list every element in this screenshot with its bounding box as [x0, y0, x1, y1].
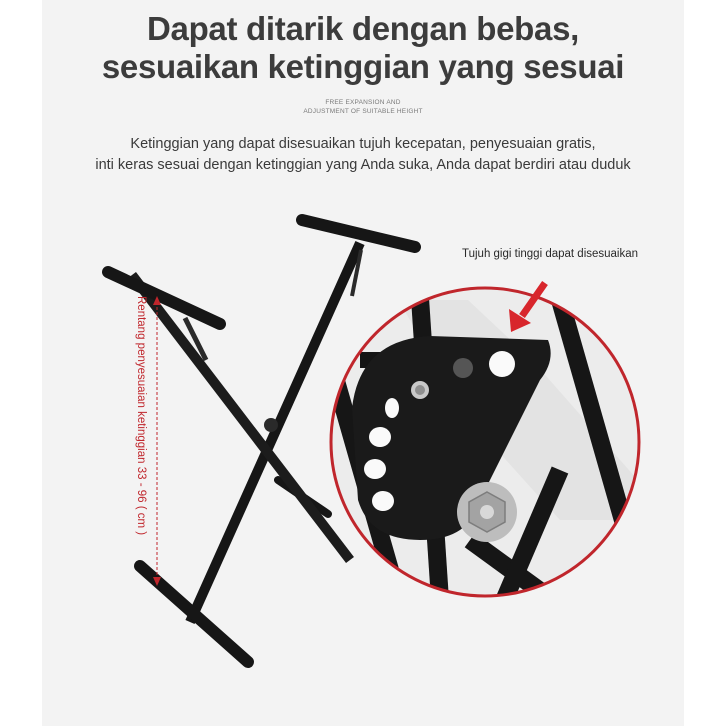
ratchet-hole	[364, 459, 386, 479]
pivot-joint	[264, 418, 278, 432]
ratchet-hole	[372, 491, 394, 511]
ratchet-hole	[369, 427, 391, 447]
ratchet-hole-engaged	[453, 358, 473, 378]
pin-knob-center	[415, 385, 425, 395]
height-range-label: Rentang penyesuaian ketinggian 33 - 96 ( cm )	[135, 296, 147, 536]
zoom-detail	[330, 288, 640, 620]
description-line-1: Ketinggian yang dapat disesuaikan tujuh kecepatan, penyesuaian gratis,	[130, 136, 596, 152]
bolt-tip	[480, 505, 494, 519]
description-line-2: inti keras sesuai dengan ketinggian yang Anda suka, Anda dapat berdiri atau duduk	[95, 157, 631, 173]
ratchet-hole	[385, 398, 399, 418]
gear-callout-label: Tujuh gigi tinggi dapat disesuaikan	[462, 248, 639, 260]
headline-line-2: sesuaikan ketinggian yang sesuai	[101, 48, 625, 85]
english-subheading-line-2: ADJUSTMENT OF SUITABLE HEIGHT	[303, 108, 423, 115]
height-range-arrow	[153, 296, 161, 586]
ratchet-hole	[489, 351, 515, 377]
english-subheading-line-1: FREE EXPANSION AND	[325, 99, 401, 106]
headline-line-1: Dapat ditarik dengan bebas,	[146, 10, 579, 47]
